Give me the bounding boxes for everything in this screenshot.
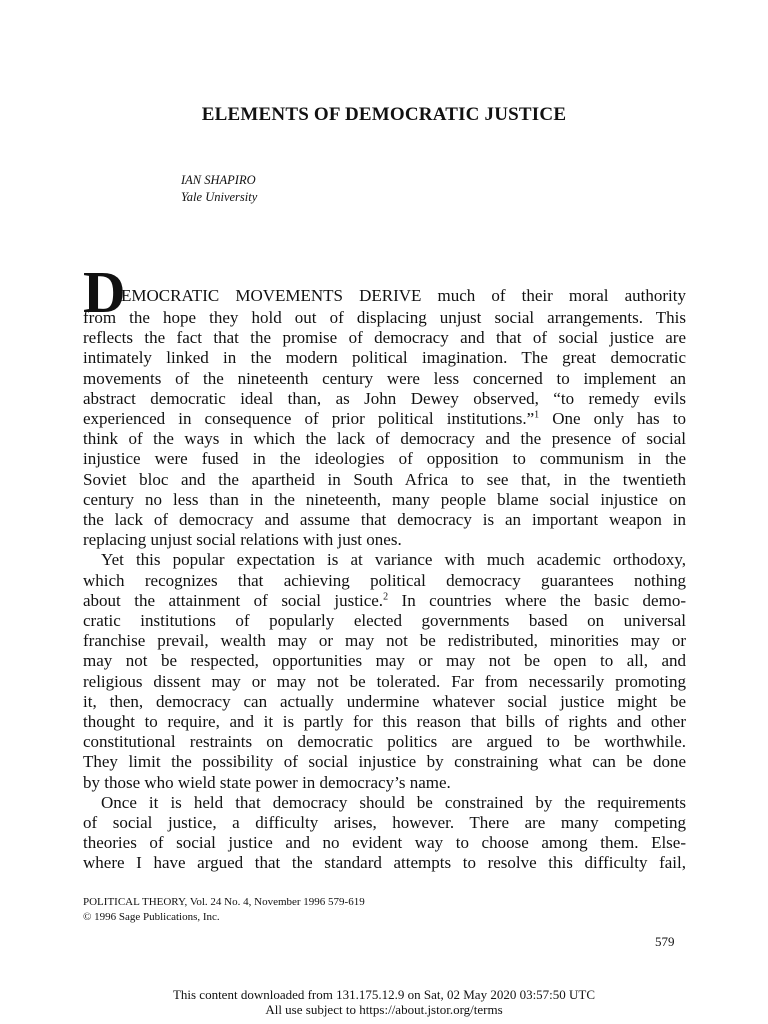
body-line: about the attainment of social justice.$^2$ In countries where the basic demo- — [83, 590, 686, 610]
body-line: Once it is held that democracy should be constrained by the requirements — [101, 792, 686, 812]
author-name: IAN SHAPIRO — [181, 173, 256, 187]
author-block — [181, 172, 257, 206]
body-line: reflects the fact that the promise of democracy and that of social justice are — [83, 328, 686, 348]
download-info: This content downloaded from 131.175.12.9 on Sat, 02 May 2020 03:57:50 UTC — [172, 987, 596, 1002]
drop-cap: D — [83, 259, 126, 325]
body-line: which recognizes that achieving political democracy guarantees nothing — [83, 570, 686, 590]
body-line: theories of social justice and no evident way to choose among them. Else- — [83, 833, 686, 853]
body-line: where I have argued that the standard attempts to resolve this difficulty fail, — [83, 853, 686, 873]
article-title: ELEMENTS OF DEMOCRATIC JUSTICE — [201, 104, 567, 125]
body-line: the lack of democracy and assume that democracy is an important weapon in — [83, 510, 686, 530]
body-line: it, then, democracy can actually undermine whatever social justice might be — [83, 691, 686, 711]
body-line: franchise prevail, wealth may or may not be redistributed, minorities may or — [83, 631, 686, 651]
journal-citation-block — [83, 895, 365, 925]
body-line: thought to require, and it is partly for this reason that bills of rights and other — [83, 712, 686, 732]
body-line: movements of the nineteenth century were less concerned to implement an — [83, 368, 686, 388]
download-notice — [0, 987, 768, 1017]
author-affiliation: Yale University — [181, 190, 258, 204]
body-line: cratic institutions of popularly elected governments based on universal — [83, 611, 686, 631]
body-line: of social justice, a difficulty arises, however. There are many competing — [83, 813, 686, 833]
page-number: 579 — [655, 934, 675, 949]
opening-caps-text: EMOCRATIC MOVEMENTS DERIVE — [121, 285, 422, 305]
footnote-ref-1[interactable]: 1 — [534, 409, 540, 421]
journal-citation: POLITICAL THEORY, Vol. 24 No. 4, November 1996 579-619 — [83, 896, 365, 908]
body-line: think of the ways in which the lack of democracy and the presence of social — [83, 429, 686, 449]
body-line: religious dissent may or may not be tolerated. Far from necessarily promoting — [83, 671, 686, 691]
body-line: constitutional restraints on democratic politics are argued to be worthwhile. — [83, 732, 686, 752]
body-line: replacing unjust social relations with just ones. — [83, 530, 402, 550]
body-line: experienced in consequence of prior political institutions.”$^1$ One only has to — [83, 409, 686, 429]
body-line: intimately linked in the modern political imagination. The great democratic — [83, 348, 686, 368]
article-body — [83, 259, 686, 874]
body-line: Yet this popular expectation is at variance with much academic orthodoxy, — [101, 550, 686, 570]
body-line: abstract democratic ideal than, as John Dewey observed, “to remedy evils — [83, 388, 686, 408]
body-line: may not be respected, opportunities may or may not be open to all, and — [83, 651, 686, 671]
footnote-ref-2[interactable]: 2 — [383, 591, 389, 603]
opening-line-rest: much of their moral authority — [421, 285, 686, 305]
body-line: They limit the possibility of social injustice by constraining what can be done — [83, 752, 686, 772]
terms-link[interactable]: All use subject to https://about.jstor.org/terms — [265, 1002, 503, 1017]
body-line: Soviet bloc and the apartheid in South Africa to see that, in the twentieth — [83, 469, 686, 489]
body-line: from the hope they hold out of displacing unjust social arrangements. This — [83, 308, 686, 327]
body-line: by those who wield state power in democracy’s name. — [83, 772, 451, 792]
copyright-notice: © 1996 Sage Publications, Inc. — [83, 911, 220, 923]
body-line: century no less than in the nineteenth, many people blame social injustice on — [83, 489, 686, 509]
body-line: injustice were fused in the ideologies of opposition to communism in the — [83, 449, 686, 469]
